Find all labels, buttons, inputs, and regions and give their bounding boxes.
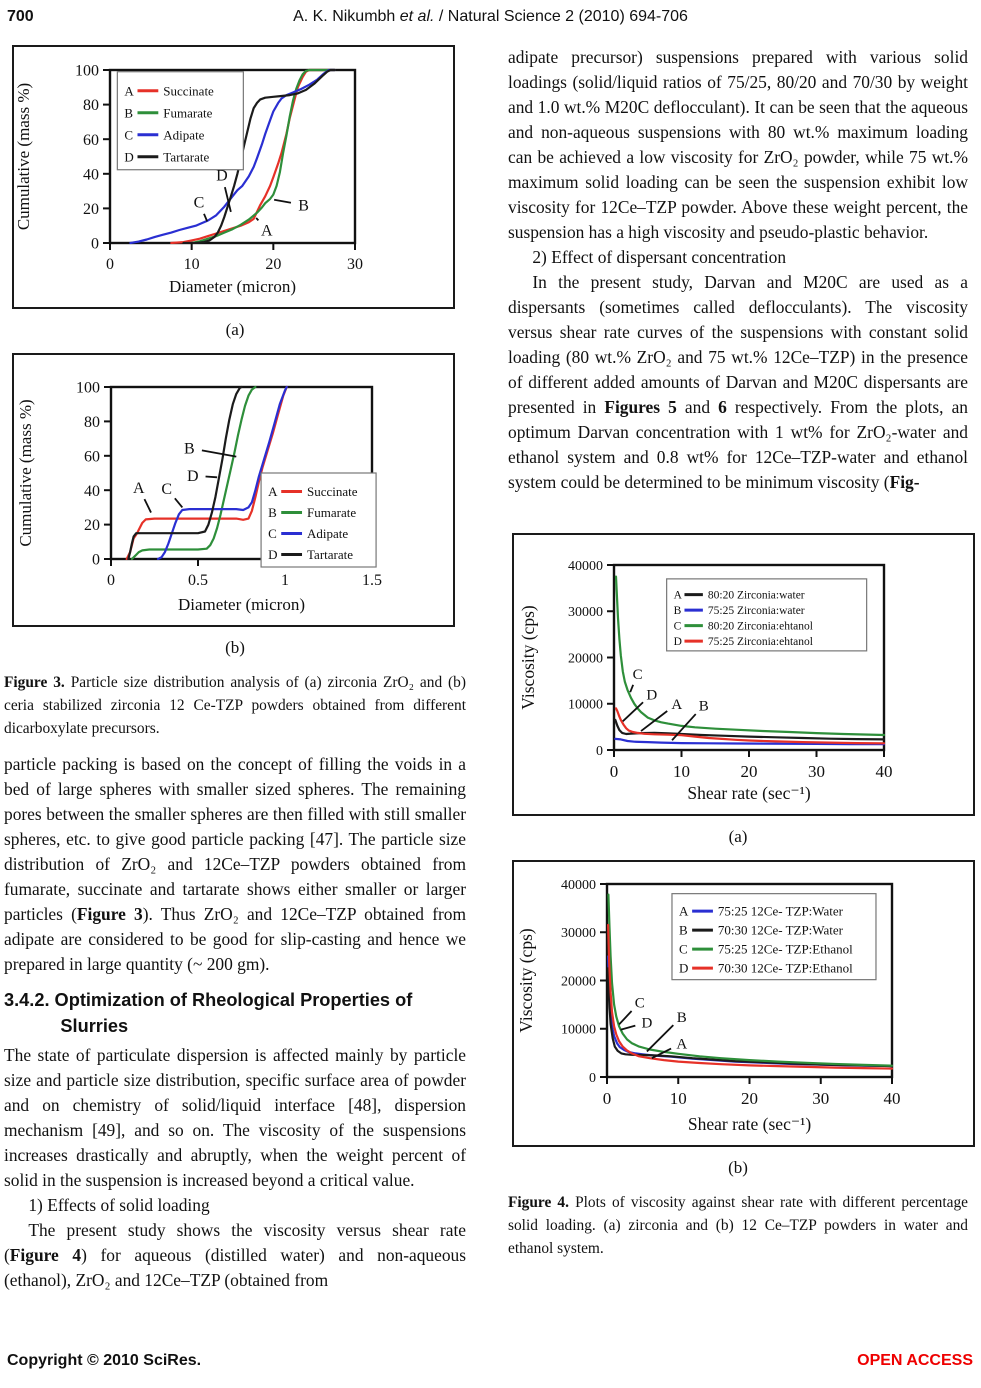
svg-text:10: 10	[673, 762, 690, 781]
svg-text:70:30 12Ce- TZP:Water: 70:30 12Ce- TZP:Water	[717, 922, 844, 938]
svg-text:40: 40	[84, 482, 100, 500]
svg-text:Cumulative (mass %): Cumulative (mass %)	[16, 399, 35, 547]
svg-text:0: 0	[589, 1070, 596, 1086]
svg-text:A: A	[673, 589, 682, 602]
svg-text:D: D	[673, 636, 682, 649]
page-number: 700	[7, 8, 34, 25]
svg-text:10000: 10000	[568, 697, 603, 713]
svg-text:A: A	[671, 697, 683, 713]
svg-text:Shear rate (sec⁻¹): Shear rate (sec⁻¹)	[687, 1114, 812, 1134]
svg-text:20: 20	[84, 517, 100, 535]
svg-text:20: 20	[83, 201, 99, 218]
body-paragraph-left-3: 1) Effects of solid loading	[28, 1195, 210, 1215]
svg-text:10000: 10000	[561, 1022, 596, 1038]
body-paragraph-left-4: The present study shows the viscosity versus shear rate (Figure 4) for aqueous (distilled water) and non-aqueous (ethanol), ZrO₂ and 12Ce–TZP (obtained from	[4, 1220, 466, 1290]
svg-text:A: A	[124, 83, 134, 99]
figure3b-chart	[14, 361, 441, 619]
figure3b-box	[12, 353, 455, 627]
column-right	[508, 40, 968, 1260]
figure4b-chart	[514, 868, 961, 1139]
svg-text:70:30 12Ce- TZP:Ethanol: 70:30 12Ce- TZP:Ethanol	[717, 960, 853, 976]
svg-text:Succinate: Succinate	[163, 83, 214, 99]
svg-text:0: 0	[92, 551, 100, 569]
svg-text:C: C	[124, 127, 134, 143]
svg-text:C: C	[161, 481, 173, 499]
svg-text:80: 80	[83, 97, 99, 115]
svg-text:40000: 40000	[561, 877, 596, 893]
section-heading: 3.4.2. Optimization of Rheological Properties of Slurries	[4, 990, 413, 1036]
svg-text:100: 100	[76, 379, 100, 397]
body-paragraph-right-2: 2) Effect of dispersant concentration	[532, 247, 787, 267]
svg-text:30: 30	[808, 762, 825, 781]
svg-text:Fumarate: Fumarate	[307, 505, 357, 521]
svg-text:20: 20	[741, 1089, 758, 1108]
svg-text:0: 0	[91, 235, 99, 253]
svg-text:B: B	[183, 440, 195, 458]
page-header	[0, 6, 981, 32]
svg-text:Shear rate (sec⁻¹): Shear rate (sec⁻¹)	[687, 783, 811, 803]
svg-text:C: C	[268, 526, 277, 542]
svg-text:D: D	[641, 1015, 653, 1032]
svg-text:0: 0	[609, 762, 619, 781]
svg-text:C: C	[632, 666, 643, 683]
figure4a-box	[512, 533, 975, 816]
svg-text:B: B	[678, 922, 688, 938]
svg-text:75:25 Zirconia:water: 75:25 Zirconia:water	[707, 605, 805, 618]
svg-text:60: 60	[84, 448, 100, 466]
figure4b-box	[512, 860, 975, 1147]
svg-text:Fumarate: Fumarate	[163, 105, 213, 121]
svg-text:20000: 20000	[561, 974, 596, 990]
svg-text:Diameter (micron): Diameter (micron)	[169, 277, 296, 296]
svg-text:B: B	[673, 605, 682, 618]
figure3a-sublabel: (a)	[225, 320, 245, 339]
svg-text:C: C	[673, 620, 682, 633]
body-paragraph-left-2: The state of particulate dispersion is affected mainly by particle size and particle size distribution, specific surface area of powder and on chemistry of solid/liquid interface [48], dispersion mechanism [49], and so on. The viscosity of the suspensions increases drastically and abruptly, when the weight percent of solid in the suspension is increased beyond a critical value.	[4, 1045, 466, 1190]
svg-text:30000: 30000	[561, 926, 596, 942]
figure3-caption: Figure 3. Particle size distribution analysis of (a) zirconia ZrO₂ and (b) ceria stabilized zirconia 12 Ce-TZP powders obtained from different dicarboxylate precursors.	[4, 674, 466, 737]
svg-text:Diameter (micron): Diameter (micron)	[178, 595, 305, 614]
svg-text:75:25 12Ce- TZP:Water: 75:25 12Ce- TZP:Water	[717, 903, 844, 919]
svg-text:20000: 20000	[568, 651, 603, 667]
copyright-text: Copyright © 2010 SciRes.	[7, 1352, 202, 1369]
svg-text:D: D	[678, 960, 689, 976]
svg-text:D: D	[646, 687, 658, 704]
figure3b-sublabel: (b)	[225, 638, 245, 657]
svg-text:80: 80	[84, 414, 100, 431]
svg-text:B: B	[298, 197, 309, 215]
figure3a-chart	[14, 53, 441, 301]
svg-text:0: 0	[107, 572, 115, 589]
svg-text:20: 20	[265, 256, 282, 273]
svg-text:0: 0	[602, 1089, 612, 1108]
figure3a-box	[12, 45, 455, 309]
open-access-badge: OPEN ACCESS	[857, 1352, 973, 1369]
figure4a-chart	[514, 541, 961, 808]
svg-text:100: 100	[75, 62, 99, 80]
svg-text:0: 0	[106, 256, 114, 273]
svg-text:40000: 40000	[568, 558, 603, 574]
svg-text:0: 0	[596, 743, 603, 759]
svg-text:D: D	[268, 547, 278, 563]
body-paragraph-right-1: adipate precursor) suspensions prepared with various solid loadings (solid/liquid ratios of 75/25, 80/20 and 70/30 by weight and 1.0 wt.% M20C deflocculant). It can be seen that the aqueous and non-aqueous suspensions with 80 wt.% maximum loading can be achieved a low viscosity for ZrO₂ powder, while 75 wt.% maximum solid loading can be seen the suspension exhibit low viscosity for 12Ce–TZP powder. Above these weight percent, the suspension has a high viscosity and pseudo-plastic behavior.	[508, 47, 968, 242]
svg-text:B: B	[268, 505, 277, 521]
svg-text:75:25 12Ce- TZP:Ethanol: 75:25 12Ce- TZP:Ethanol	[717, 941, 853, 957]
svg-text:D: D	[186, 468, 199, 486]
svg-text:80:20 Zirconia:ehtanol: 80:20 Zirconia:ehtanol	[707, 620, 813, 633]
body-paragraph-right-3: In the present study, Darvan and M20C are used as a dispersants (sometimes called deflocculants). The viscosity versus shear rate curves of the suspensions with constant solid loading (80 wt.% ZrO₂ and 75 wt.% 12Ce–TZP) in the presence of different added amounts of Darvan and M20C dispersants are presented in Figures 5 and 6 respectively. From the plots, an optimum Darvan concentration with 1 wt% for ZrO₂-water and ethanol system and 0.8 wt% for 12Ce–TZP-water and ethanol system could be determined to be minimum viscosity (Fig-	[508, 272, 968, 492]
svg-text:30: 30	[812, 1089, 830, 1108]
svg-text:A: A	[133, 480, 145, 498]
svg-text:Tartarate: Tartarate	[163, 149, 210, 165]
svg-text:B: B	[124, 105, 134, 121]
svg-text:10: 10	[669, 1089, 687, 1108]
svg-text:A: A	[678, 903, 689, 919]
svg-text:C: C	[193, 194, 205, 212]
page-footer	[0, 1352, 981, 1378]
svg-text:60: 60	[83, 131, 99, 149]
svg-text:Tartarate: Tartarate	[307, 547, 354, 563]
svg-text:0.5: 0.5	[188, 572, 208, 589]
body-paragraph-left-1: particle packing is based on the concept of filling the voids in a bed of large spheres with smaller sized spheres. The remaining pores between the smaller spheres are then filled with still smaller spheres, etc. to give good particle packing [47]. The particle size distribution of ZrO₂ and 12Ce–TZP powders obtained from fumarate, succinate and tartarate shows either smaller or larger particles (Figure 3). Thus ZrO₂ and 12Ce–TZP obtained from adipate are considered to be good for slip-casting and hence we prepared in large quantity (~ 200 gm).	[4, 754, 466, 974]
svg-text:80:20 Zirconia:water: 80:20 Zirconia:water	[707, 589, 805, 602]
svg-text:Cumulative (mass %): Cumulative (mass %)	[14, 82, 33, 231]
svg-text:Succinate: Succinate	[307, 484, 358, 500]
svg-text:A: A	[676, 1036, 688, 1053]
svg-text:75:25 Zirconia:ehtanol: 75:25 Zirconia:ehtanol	[707, 636, 813, 649]
svg-text:Viscosity (cps): Viscosity (cps)	[516, 928, 536, 1033]
svg-text:D: D	[216, 167, 228, 185]
column-left	[4, 40, 466, 1293]
svg-text:C: C	[678, 941, 688, 957]
figure4a-sublabel: (a)	[728, 827, 748, 846]
svg-text:A: A	[268, 484, 278, 500]
svg-text:10: 10	[183, 256, 200, 273]
svg-text:Adipate: Adipate	[307, 526, 349, 542]
running-head: A. K. Nikumbh et al. / Natural Science 2 (2010) 694-706	[293, 8, 688, 25]
svg-text:40: 40	[875, 762, 893, 781]
svg-text:B: B	[698, 698, 709, 715]
svg-text:B: B	[676, 1009, 687, 1026]
svg-text:D: D	[124, 149, 134, 165]
svg-text:1.5: 1.5	[362, 572, 382, 589]
svg-text:30: 30	[347, 256, 363, 273]
svg-text:40: 40	[883, 1089, 901, 1108]
svg-text:20: 20	[740, 762, 758, 781]
figure4b-sublabel: (b)	[728, 1158, 748, 1177]
svg-text:40: 40	[83, 166, 99, 184]
svg-text:30000: 30000	[568, 605, 603, 621]
svg-text:C: C	[634, 995, 645, 1012]
svg-text:A: A	[261, 222, 273, 240]
svg-text:1: 1	[281, 572, 289, 589]
figure4-caption: Figure 4. Plots of viscosity against shear rate with different percentage solid loading. (a) zirconia and (b) 12 Ce–TZP powders in water and ethanol system.	[508, 1194, 968, 1257]
svg-text:Adipate: Adipate	[163, 127, 205, 143]
svg-text:Viscosity (cps): Viscosity (cps)	[518, 605, 538, 710]
